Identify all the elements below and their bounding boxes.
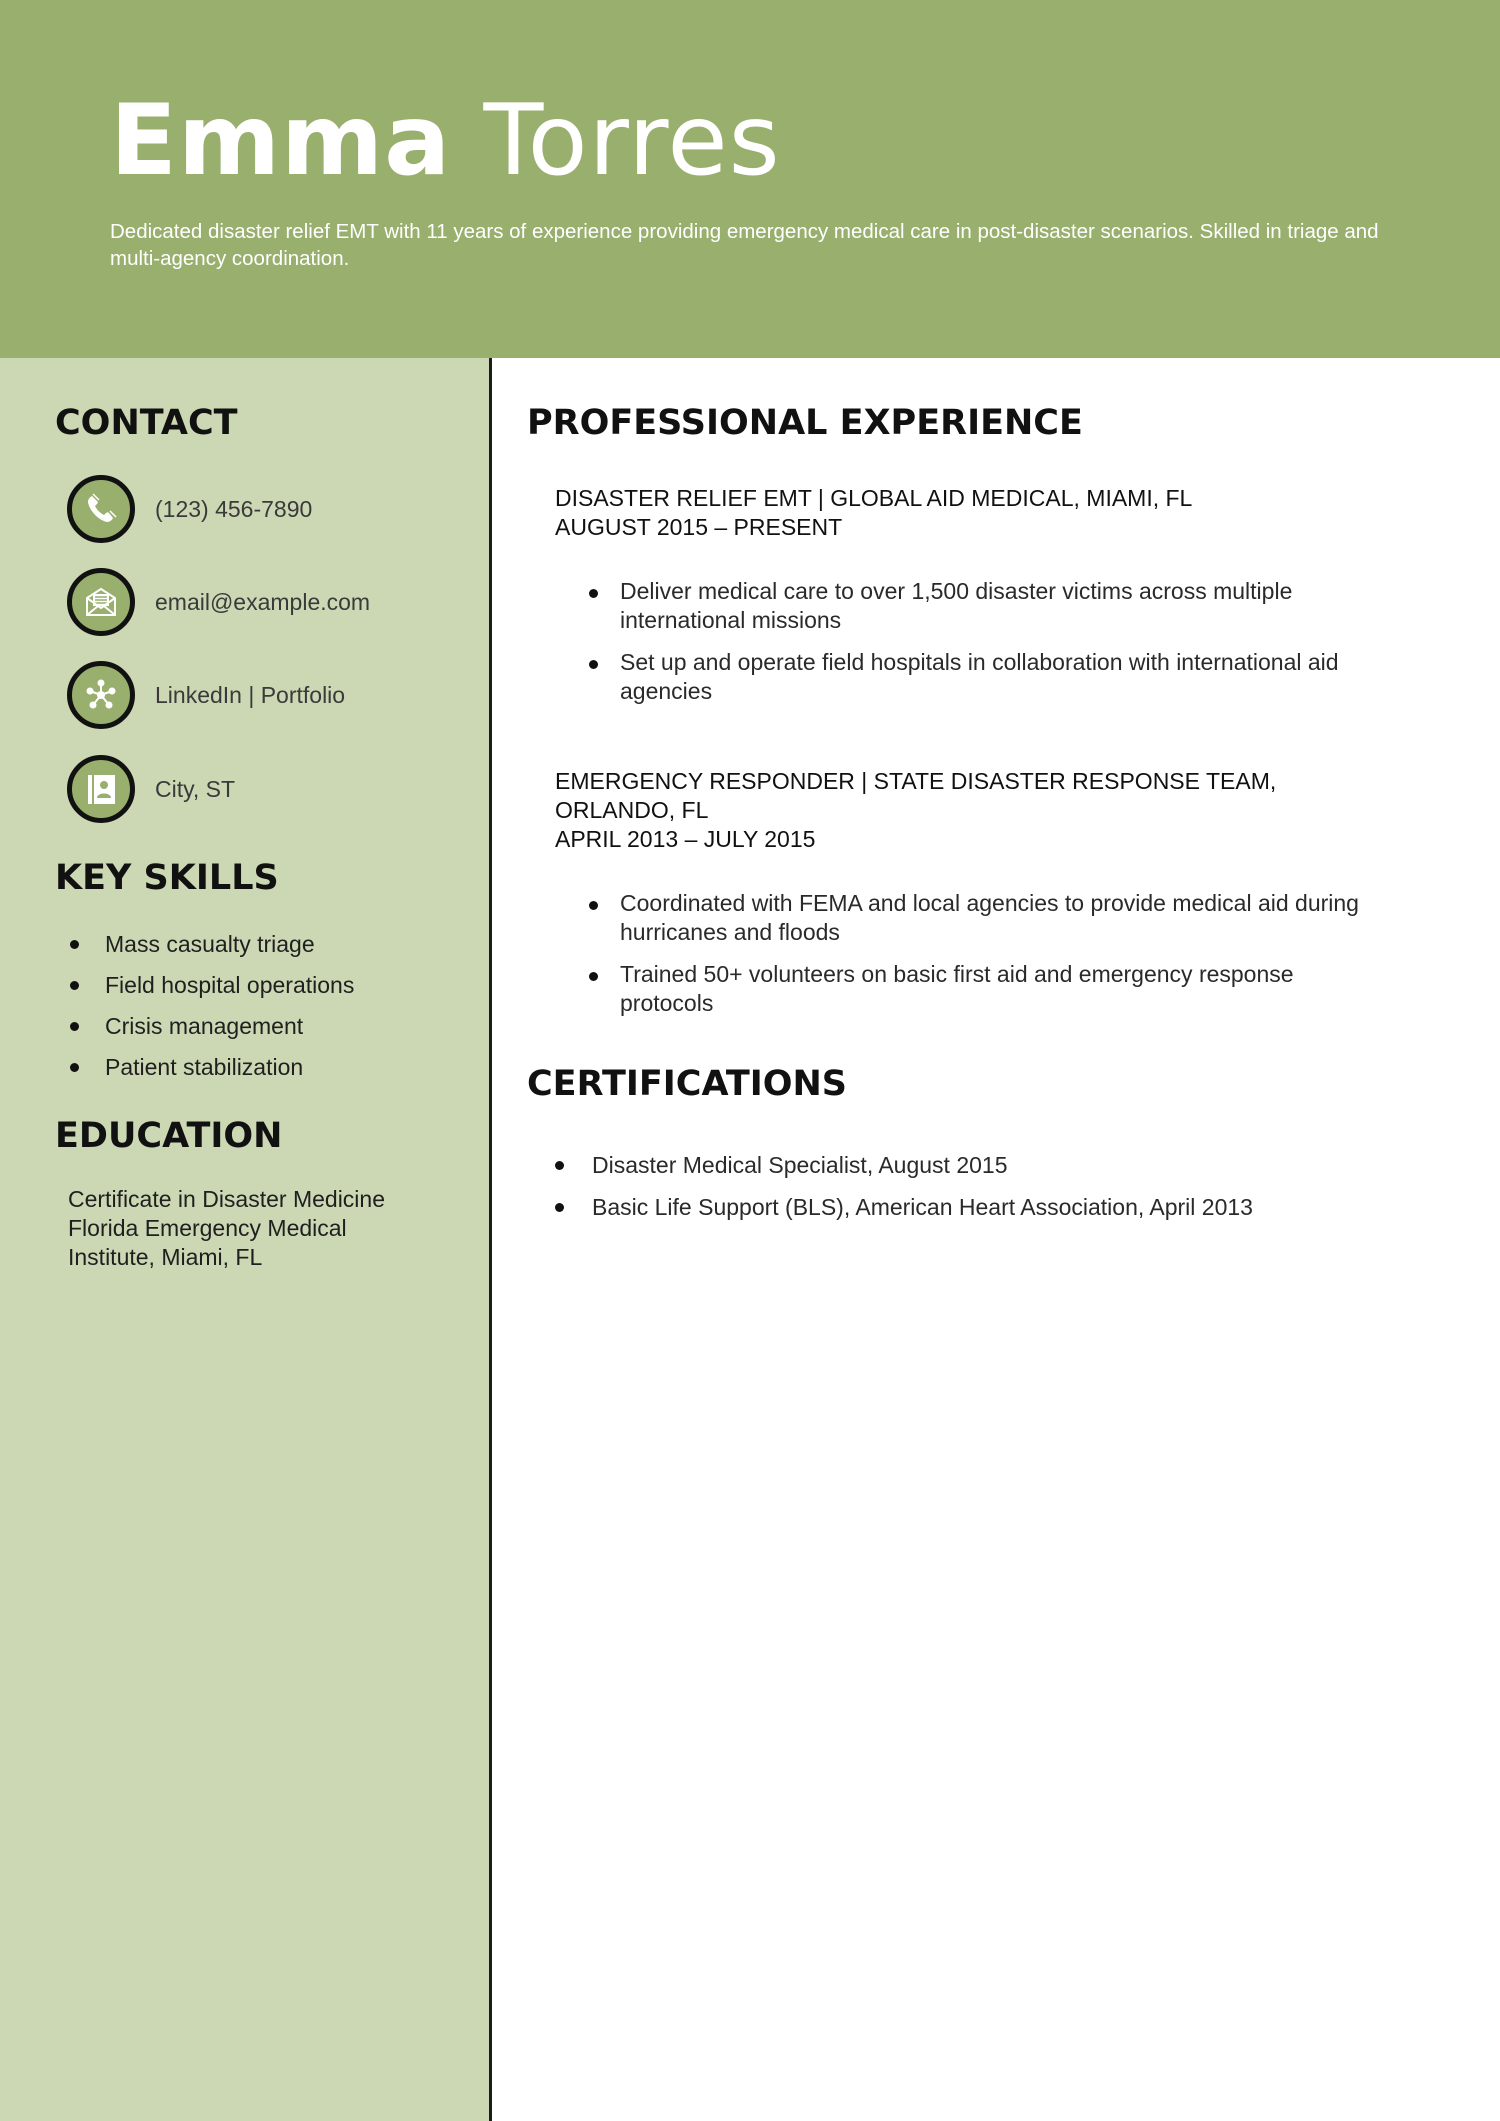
last-name: Torres: [483, 84, 781, 198]
email-icon: [67, 568, 135, 636]
linkedin-portfolio-link[interactable]: LinkedIn | Portfolio: [155, 681, 346, 708]
email-address: email@example.com: [155, 588, 371, 615]
job-bullet: Deliver medical care to over 1,500 disaster victims across multiple international missions: [590, 577, 1380, 635]
certification-item: Disaster Medical Specialist, August 2015: [553, 1144, 1253, 1186]
certifications-heading: CERTIFICATIONS: [527, 1064, 848, 1104]
skill-item: Field hospital operations: [68, 965, 354, 1006]
column-divider: [489, 358, 492, 2121]
skills-list: [68, 924, 354, 1088]
job-bullets: [590, 577, 1415, 706]
job-dates: APRIL 2013 – JULY 2015: [555, 826, 816, 852]
phone-number: (123) 456-7890: [155, 495, 313, 522]
job-title: EMERGENCY RESPONDER | STATE DISASTER RESPONSE TEAM, ORLANDO, FL: [555, 768, 1277, 823]
job-bullet: Coordinated with FEMA and local agencies to provide medical aid during hurricanes and floods: [590, 889, 1380, 947]
first-name: Emma: [110, 84, 452, 198]
network-icon: [67, 661, 135, 729]
job-bullets: [590, 889, 1415, 1018]
degree: Certificate in Disaster Medicine: [68, 1186, 386, 1212]
job-header: [555, 484, 1415, 542]
professional-summary: Dedicated disaster relief EMT with 11 years of experience providing emergency medical care in post-disaster scenarios. Skilled in triage and multi-agency coordination.: [110, 220, 1379, 270]
contact-location: [67, 755, 477, 823]
contact-links: [67, 661, 477, 729]
certifications-list: [553, 1144, 1253, 1228]
job-entry: [555, 767, 1415, 1031]
job-title: DISASTER RELIEF EMT | GLOBAL AID MEDICAL, MIAMI, FL: [555, 485, 1193, 511]
contact-email: [67, 568, 477, 636]
candidate-name: [110, 86, 781, 196]
contact-heading: CONTACT: [55, 403, 238, 443]
experience-heading: PROFESSIONAL EXPERIENCE: [527, 403, 1083, 443]
job-bullet: Set up and operate field hospitals in collaboration with international aid agencies: [590, 648, 1380, 706]
education-entry: [68, 1185, 468, 1272]
job-bullet: Trained 50+ volunteers on basic first aid and emergency response protocols: [590, 960, 1380, 1018]
contact-phone: [67, 475, 477, 543]
education-heading: EDUCATION: [55, 1116, 283, 1156]
skill-item: Patient stabilization: [68, 1047, 354, 1088]
skill-item: Mass casualty triage: [68, 924, 354, 965]
job-dates: AUGUST 2015 – PRESENT: [555, 514, 843, 540]
skill-item: Crisis management: [68, 1006, 354, 1047]
phone-icon: [67, 475, 135, 543]
resume-header: [0, 0, 1500, 358]
location: City, ST: [155, 775, 236, 802]
address-book-icon: [67, 755, 135, 823]
key-skills-heading: KEY SKILLS: [55, 858, 279, 898]
job-entry: [555, 484, 1415, 719]
institution: Florida Emergency Medical: [68, 1215, 347, 1241]
institution-location: Institute, Miami, FL: [68, 1244, 263, 1270]
certification-item: Basic Life Support (BLS), American Heart Association, April 2013: [553, 1186, 1253, 1228]
job-header: [555, 767, 1355, 854]
